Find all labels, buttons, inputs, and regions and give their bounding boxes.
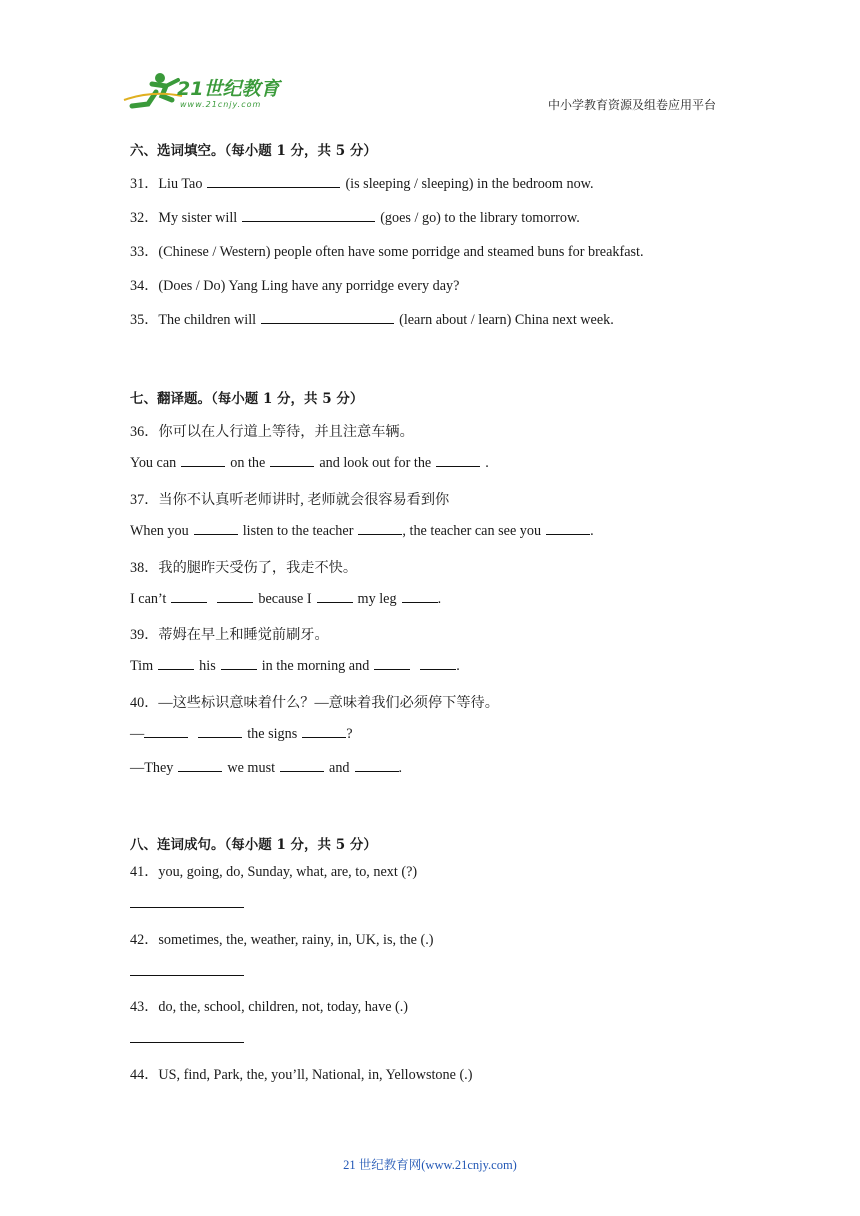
question-35: 35．The children will (learn about / learn) China next week.: [130, 312, 614, 328]
answer-blank[interactable]: [198, 726, 242, 738]
platform-label: 中小学教育资源及组卷应用平台: [548, 98, 717, 112]
answer-blank[interactable]: [178, 760, 222, 772]
answer-blank[interactable]: [158, 658, 194, 670]
answer-blank[interactable]: [144, 726, 188, 738]
answer-blank[interactable]: [217, 591, 253, 603]
answer-line[interactable]: [130, 907, 244, 908]
question-41: 41．you, going, do, Sunday, what, are, to, next (?): [130, 864, 418, 880]
question-39-chinese: 39．蒂姆在早上和睡觉前刷牙。: [130, 627, 329, 643]
answer-blank[interactable]: [436, 455, 480, 467]
answer-blank[interactable]: [358, 523, 402, 535]
answer-line[interactable]: [130, 975, 244, 976]
logo-url: www.21cnjy.com: [180, 100, 262, 109]
question-40-line-1: — the signs ?: [130, 726, 353, 742]
question-37-chinese: 37．当你不认真听老师讲时, 老师就会很容易看到你: [130, 492, 450, 508]
answer-blank[interactable]: [181, 455, 225, 467]
answer-blank[interactable]: [302, 726, 346, 738]
answer-blank[interactable]: [194, 523, 238, 535]
section-6-title: 六、选词填空。（每小题 1 分，共 5 分）: [130, 143, 377, 159]
logo-text: 21世纪教育: [177, 78, 280, 100]
answer-blank[interactable]: [402, 591, 438, 603]
question-32: 32．My sister will (goes / go) to the library tomorrow.: [130, 210, 580, 226]
question-43: 43．do, the, school, children, not, today, have (.): [130, 999, 409, 1015]
answer-blank[interactable]: [261, 312, 394, 324]
answer-blank[interactable]: [280, 760, 324, 772]
question-31: 31．Liu Tao (is sleeping / sleeping) in the bedroom now.: [130, 176, 594, 192]
answer-blank[interactable]: [317, 591, 353, 603]
question-40-line-2: —They we must and .: [130, 760, 403, 776]
site-logo: [122, 70, 292, 114]
question-44: 44．US, find, Park, the, you’ll, National, in, Yellowstone (.): [130, 1067, 473, 1083]
answer-blank[interactable]: [270, 455, 314, 467]
footer-link[interactable]: 21 世纪教育网(www.21cnjy.com): [343, 1158, 517, 1172]
section-8-title: 八、连词成句。（每小题 1 分，共 5 分）: [130, 837, 377, 853]
question-42: 42．sometimes, the, weather, rainy, in, UK, is, the (.): [130, 932, 434, 948]
section-7-title: 七、翻译题。（每小题 1 分，共 5 分）: [130, 391, 364, 407]
answer-line[interactable]: [130, 1042, 244, 1043]
question-40-chinese: 40．—这些标识意味着什么？—意味着我们必须停下等待。: [130, 695, 499, 711]
question-39-english: Tim his in the morning and .: [130, 658, 460, 674]
answer-blank[interactable]: [207, 176, 340, 188]
answer-blank[interactable]: [242, 210, 375, 222]
answer-blank[interactable]: [355, 760, 399, 772]
answer-blank[interactable]: [171, 591, 207, 603]
answer-blank[interactable]: [374, 658, 410, 670]
answer-blank[interactable]: [546, 523, 590, 535]
question-38-english: I can’t because I my leg .: [130, 591, 442, 607]
question-36-chinese: 36．你可以在人行道上等待，并且注意车辆。: [130, 424, 414, 440]
answer-blank[interactable]: [420, 658, 456, 670]
answer-blank[interactable]: [221, 658, 257, 670]
question-36-english: You can on the and look out for the .: [130, 455, 489, 471]
question-38-chinese: 38．我的腿昨天受伤了，我走不快。: [130, 560, 358, 576]
question-33: 33．(Chinese / Western) people often have some porridge and steamed buns for breakfast.: [130, 244, 644, 260]
question-37-english: When you listen to the teacher , the teacher can see you .: [130, 523, 594, 539]
question-34: 34．(Does / Do) Yang Ling have any porridge every day?: [130, 278, 460, 294]
